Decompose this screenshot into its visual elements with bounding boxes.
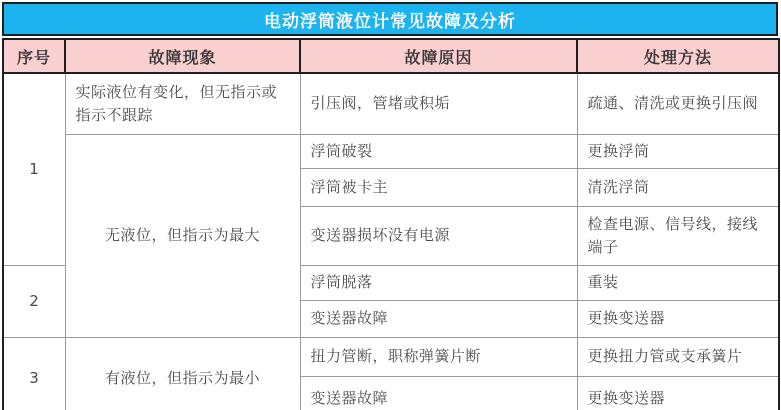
cell-treatment: 疏通、清洗或更换引压阀 xyxy=(577,73,779,134)
fault-table xyxy=(2,38,780,410)
cell-cause: 浮筒被卡主 xyxy=(300,168,577,206)
cell-cause: 引压阀，管堵或积垢 xyxy=(300,73,577,134)
cell-treatment: 更换变送器 xyxy=(577,376,779,410)
column-header-treatment: 处理方法 xyxy=(577,39,779,73)
cell-cause: 扭力管断，职称弹簧片断 xyxy=(300,337,577,376)
table-row xyxy=(3,73,779,134)
cell-cause: 变送器损坏没有电源 xyxy=(300,206,577,265)
cell-seq-2: 2 xyxy=(3,265,65,337)
cell-seq-1: 1 xyxy=(3,73,65,265)
cell-seq-3: 3 xyxy=(3,337,65,410)
table-title-text: 电动浮筒液位计常见故障及分析 xyxy=(264,11,516,32)
cell-treatment: 更换变送器 xyxy=(577,300,779,337)
table-header-row xyxy=(3,39,779,73)
cell-cause: 浮筒脱落 xyxy=(300,265,577,300)
cell-cause: 变送器故障 xyxy=(300,300,577,337)
cell-treatment: 重装 xyxy=(577,265,779,300)
cell-cause: 变送器故障 xyxy=(300,376,577,410)
table-title xyxy=(2,2,778,36)
cell-treatment: 检查电源、信号线，接线端子 xyxy=(577,206,779,265)
cell-phenomenon: 有液位，但指示为最小 xyxy=(65,337,300,410)
table-row xyxy=(3,134,779,168)
table-row xyxy=(3,337,779,376)
cell-treatment: 清洗浮筒 xyxy=(577,168,779,206)
column-header-phenomenon: 故障现象 xyxy=(65,39,300,73)
cell-cause: 浮筒破裂 xyxy=(300,134,577,168)
column-header-cause: 故障原因 xyxy=(300,39,577,73)
cell-phenomenon: 无液位，但指示为最大 xyxy=(65,134,300,337)
column-header-seq: 序号 xyxy=(3,39,65,73)
cell-treatment: 更换扭力管或支承簧片 xyxy=(577,337,779,376)
cell-treatment: 更换浮筒 xyxy=(577,134,779,168)
cell-phenomenon: 实际液位有变化，但无指示或指示不跟踪 xyxy=(65,73,300,134)
